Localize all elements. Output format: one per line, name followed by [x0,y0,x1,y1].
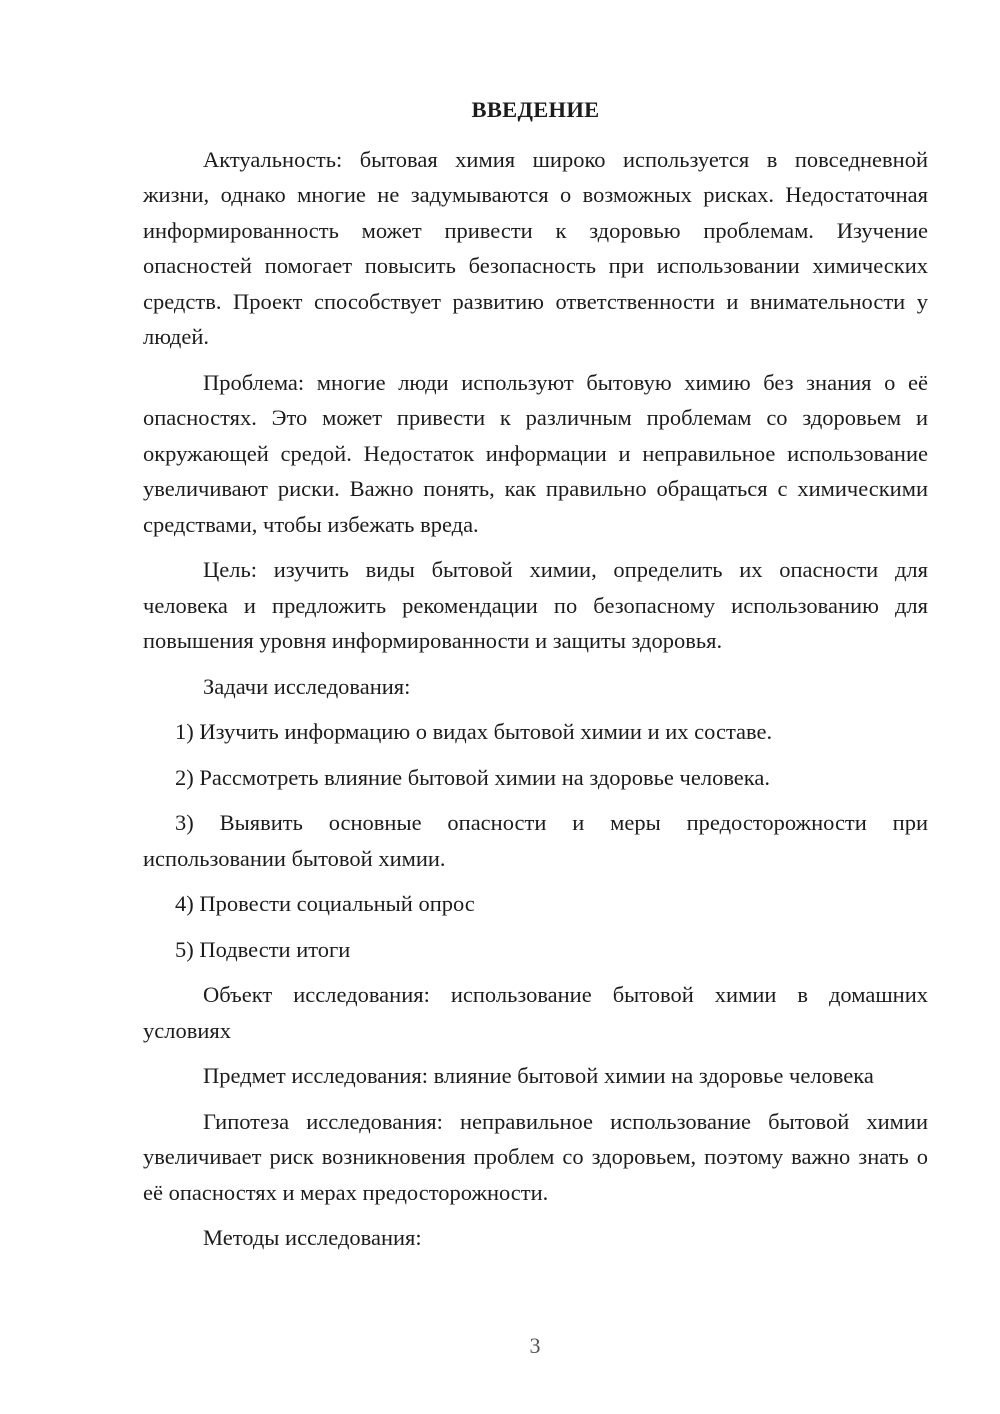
relevance-paragraph: Актуальность: бытовая химия широко используется в повседневной жизни, однако многие не задумываются о возможных рисках. Недостаточная информированность может привести к здоровью проблемам. Изучение опасностей помогает повысить безопасность при использовании химических средств. Проект способствует развитию ответственности и внимательности у людей. [143,146,928,349]
task-item: 2) Рассмотреть влияние бытовой химии на здоровье человека. [175,764,770,790]
methods-heading: Методы исследования: [203,1225,422,1250]
task-item: 5) Подвести итоги [175,936,351,962]
page-number: 3 [529,1333,541,1358]
page-content [143,92,928,1266]
object-paragraph: Объект исследования: использование бытовой химии в домашних условиях [143,982,928,1043]
section-title: ВВЕДЕНИЕ [471,97,600,122]
task-item: 1) Изучить информацию о видах бытовой химии и их составе. [175,719,773,744]
problem-paragraph: Проблема: многие люди используют бытовую химию без знания о её опасностях. Это может привести к различным проблемам со здоровьем и окружающей средой. Недостаток информации и неправильное использование увеличивают риски. Важно понять, как правильно обращаться с химическими средствами, чтобы избежать вреда. [143,369,928,537]
tasks-heading: Задачи исследования: [203,673,411,699]
task-item: 3) Выявить основные опасности и меры предосторожности при использовании бытовой химии. [143,810,928,871]
task-item: 4) Провести социальный опрос [175,891,475,916]
hypothesis-paragraph: Гипотеза исследования: неправильное использование бытовой химии увеличивает риск возникновения проблем со здоровьем, поэтому важно знать о её опасностях и мерах предосторожности. [143,1108,928,1205]
goal-paragraph: Цель: изучить виды бытовой химии, определить их опасности для человека и предложить рекомендации по безопасному использованию для повышения уровня информированности и защиты здоровья. [143,557,928,653]
subject-paragraph: Предмет исследования: влияние бытовой химии на здоровье человека [203,1063,874,1088]
